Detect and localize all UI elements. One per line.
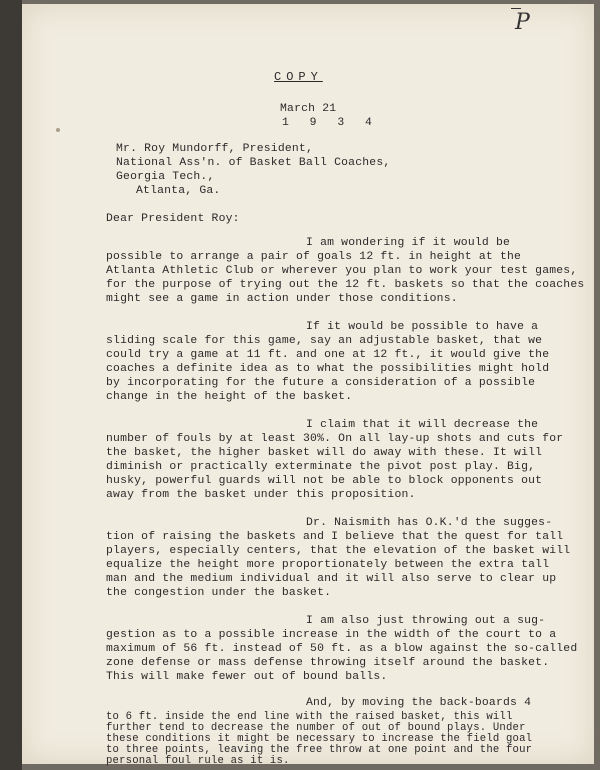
paragraph-line: the basket, the higher basket will do away with these. It will [106,447,543,459]
date-line: March 21 [280,103,337,115]
paragraph-line: Atlanta Athletic Club or wherever you plan to work your test games, [106,265,578,277]
paragraph-line: players, especially centers, that the elevation of the basket will [106,545,571,557]
paragraph-line: This will make fewer out of bound balls. [106,671,388,683]
paragraph-first-line: I claim that it will decrease the [306,419,539,431]
paragraph-line: man and the medium individual and it will also serve to clear up [106,573,557,585]
paragraph-line: for the purpose of trying out the 12 ft. baskets so that the coaches [106,279,585,291]
paragraph-line: to three points, leaving the free throw at one point and the four [106,744,533,756]
paragraph-first-line: And, by moving the back-boards 4 [306,697,532,709]
paragraph-line: coaches a definite idea as to what the possibilities might hold [106,363,550,375]
scan-background-strip [0,0,22,770]
paragraph-line: to 6 ft. inside the end line with the raised basket, this will [106,711,513,723]
paper-blemish [56,128,60,132]
paragraph-line: husky, powerful guards will not be able to block opponents out [106,475,543,487]
handwritten-page-mark: P [515,10,530,35]
paragraph-line: the congestion under the basket. [106,587,332,599]
address-line: National Ass'n. of Basket Ball Coaches, [116,157,391,169]
paragraph-first-line: I am also just throwing out a sug- [306,615,546,627]
paragraph-line: change in the height of the basket. [106,391,353,403]
paragraph-line: by incorporating for the future a consideration of a possible [106,377,536,389]
letter-page [22,4,594,767]
address-line: Georgia Tech., [116,171,215,183]
document-title: COPY [274,70,323,84]
salutation: Dear President Roy: [106,213,240,225]
paragraph-line: maximum of 56 ft. instead of 50 ft. as a blow against the so-called [106,643,578,655]
paragraph-line: these conditions it might be necessary to increase the field goal [106,733,533,745]
paragraph-line: sliding scale for this game, say an adjustable basket, that we [106,335,543,347]
date-year: 1 9 3 4 [282,117,379,129]
paragraph-line: might see a game in action under those conditions. [106,293,458,305]
address-line: Mr. Roy Mundorff, President, [116,143,313,155]
paragraph-first-line: If it would be possible to have a [306,321,539,333]
paragraph-line: equalize the height more proportionately between the extra tall [106,559,550,571]
paragraph-first-line: Dr. Naismith has O.K.'d the sugges- [306,517,553,529]
paragraph-first-line: I am wondering if it would be [306,237,511,249]
paragraph-line: could try a game at 11 ft. and one at 12 ft., it would give the [106,349,550,361]
paragraph-line: possible to arrange a pair of goals 12 ft. in height at the [106,251,522,263]
paragraph-line: tion of raising the baskets and I believe that the quest for tall [106,531,564,543]
paragraph-line: diminish or practically exterminate the pivot post play. Big, [106,461,536,473]
paragraph-line: further tend to decrease the number of out of bound plays. Under [106,722,526,734]
paragraph-line: personal foul rule as it is. [106,755,290,767]
paragraph-line: zone defense or mass defense throwing itself around the basket. [106,657,550,669]
paragraph-line: away from the basket under this proposition. [106,489,416,501]
paragraph-line: gestion as to a possible increase in the width of the court to a [106,629,557,641]
paragraph-line: number of fouls by at least 30%. On all lay-up shots and cuts for [106,433,564,445]
address-line: Atlanta, Ga. [136,185,221,197]
